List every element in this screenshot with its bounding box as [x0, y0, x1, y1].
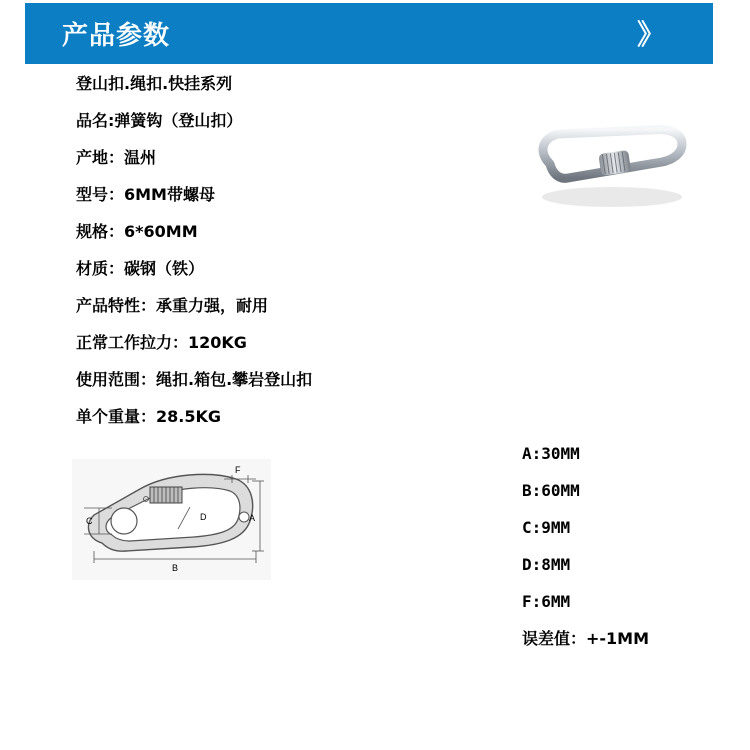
spec-product-name: 品名:弹簧钩（登山扣） — [76, 111, 243, 130]
dim-d: D:8MM — [522, 555, 571, 574]
spec-usage: 使用范围：绳扣.箱包.攀岩登山扣 — [76, 370, 313, 389]
carabiner-dimension-drawing — [72, 459, 271, 580]
dim-b: B:60MM — [522, 481, 580, 500]
dim-a: A:30MM — [522, 444, 580, 463]
double-chevron-icon: 》 — [636, 18, 665, 51]
dim-c: C:9MM — [522, 518, 571, 537]
spec-features: 产品特性：承重力强，耐用 — [76, 296, 269, 315]
spec-model: 型号：6MM带螺母 — [76, 185, 215, 204]
spec-origin: 产地：温州 — [76, 148, 157, 167]
dim-label-b: B — [172, 563, 179, 573]
dim-f: F:6MM — [522, 592, 571, 611]
section-header — [25, 3, 713, 64]
spec-size: 规格：6*60MM — [76, 222, 198, 241]
section-title: 产品参数 — [62, 21, 171, 51]
dim-label-c: C — [86, 516, 93, 526]
dim-label-f: F — [235, 465, 241, 475]
carabiner-photo — [522, 72, 700, 244]
spec-material: 材质：碳钢（铁） — [76, 259, 205, 278]
dim-label-a: A — [249, 513, 256, 523]
dim-label-d: D — [200, 512, 207, 522]
spec-series: 登山扣.绳扣.快挂系列 — [76, 74, 233, 93]
dim-tolerance: 误差值：+-1MM — [522, 629, 650, 648]
spec-weight: 单个重量：28.5KG — [76, 407, 222, 426]
spec-working-load: 正常工作拉力：120KG — [76, 333, 247, 352]
